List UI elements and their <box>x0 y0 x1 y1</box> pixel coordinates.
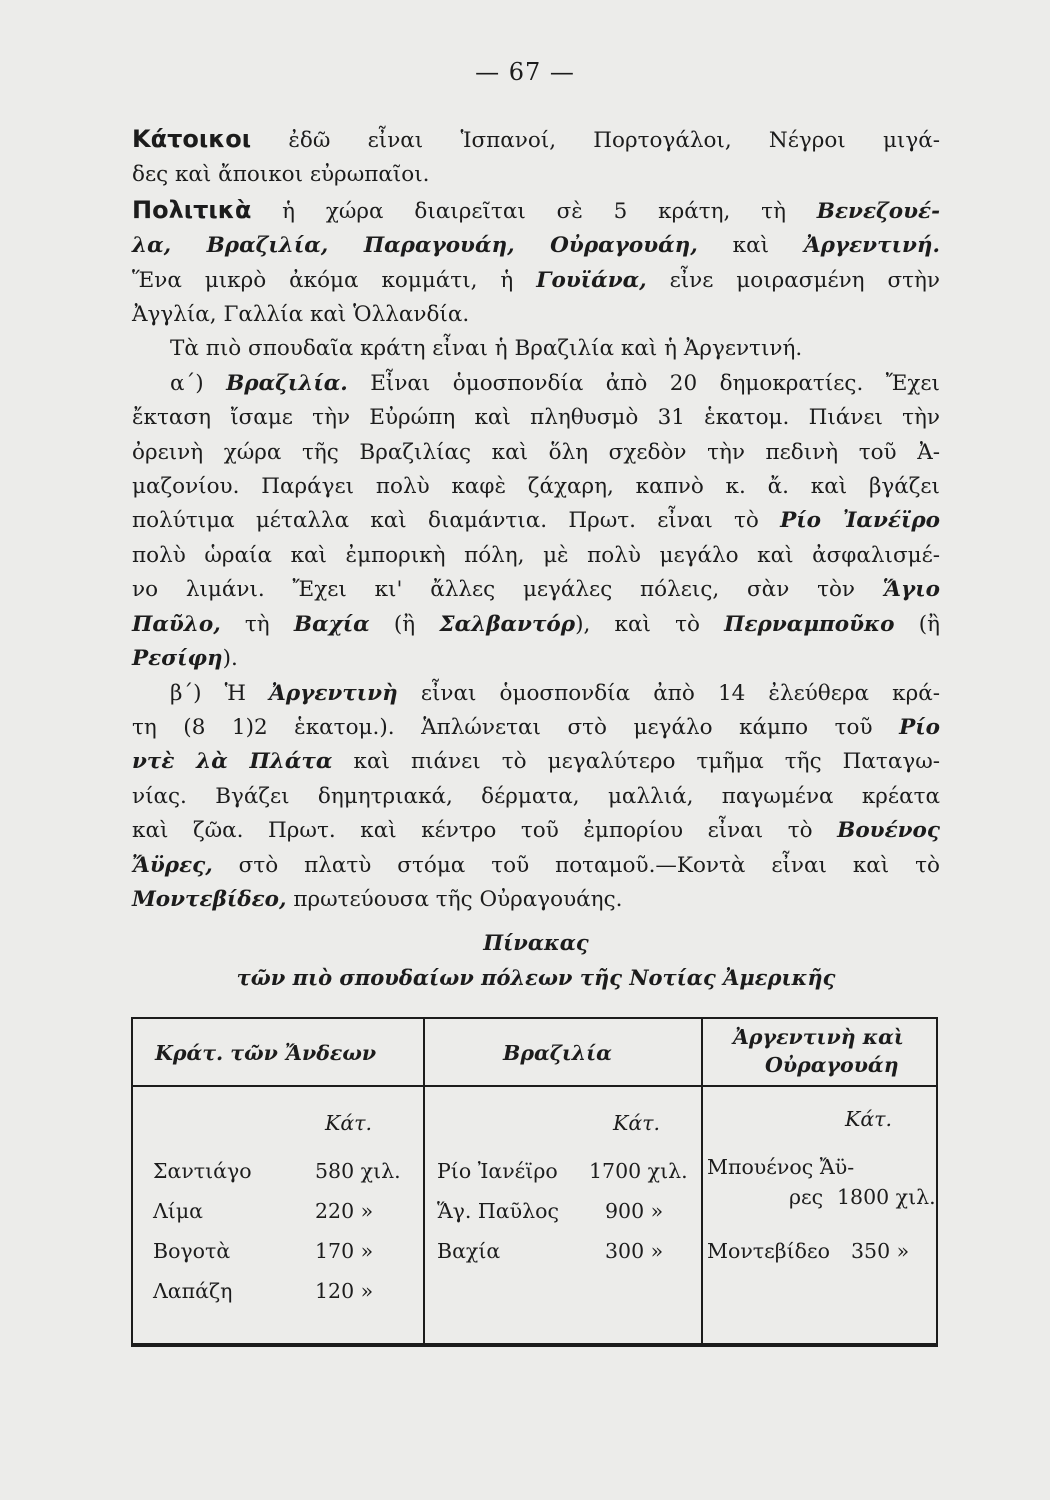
text-line: ἔκταση ἴσαμε τὴν Εὐρώπη καὶ πληθυσμὸ 31 ἑκατομ. Πιάνει τὴν <box>132 405 940 431</box>
text-line: καὶ ζῶα. Πρωτ. καὶ κέντρο τοῦ ἐμπορίου εἶναι τὸ Βουένος <box>132 818 940 844</box>
city-population: 350 » <box>851 1239 910 1263</box>
text-line: Ἄϋρες, στὸ πλατὺ στόμα τοῦ ποταμοῦ.—Κοντὰ εἶναι καὶ τὸ <box>132 852 940 878</box>
page-number: — 67 — <box>475 58 575 86</box>
city-name: Λίμα <box>153 1199 204 1223</box>
text-line: Κάτοικοι ἐδῶ εἶναι Ἱσπανοί, Πορτογάλοι, Νέγροι μιγά- <box>132 125 940 153</box>
city-name: Βαχία <box>437 1239 501 1263</box>
text-line: ὀρεινὴ χώρα τῆς Βραζιλίας καὶ ὅλη σχεδὸν τὴν πεδινὴ τοῦ Ἀ- <box>132 439 940 465</box>
city-name: Ἅγ. Παῦλος <box>437 1199 559 1223</box>
city-population: 120 » <box>315 1279 374 1303</box>
city-name: Μοντεβίδεο <box>707 1239 830 1263</box>
unit-label: Κάτ. <box>325 1111 373 1135</box>
city-population: 220 » <box>315 1199 374 1223</box>
text-line: Τὰ πιὸ σπουδαῖα κράτη εἶναι ἡ Βραζιλία καὶ ἡ Ἀργεντινή. <box>170 336 803 362</box>
unit-label: Κάτ. <box>845 1107 893 1131</box>
city-population: 1800 χιλ. <box>837 1185 936 1209</box>
city-population: 580 χιλ. <box>315 1159 401 1183</box>
text-line: πολὺ ὡραία καὶ ἐμπορικὴ πόλη, μὲ πολὺ μεγάλο καὶ ἀσφαλισμέ- <box>132 542 940 568</box>
text-line: Ἕνα μικρὸ ἀκόμα κομμάτι, ἡ Γουϊάνα, εἶνε μοιρασμένη στὴν <box>132 267 940 293</box>
city-name: Μπουένος Ἄϋ- <box>707 1155 855 1179</box>
text-line: λα, Βραζιλία, Παραγουάη, Οὐραγουάη, καὶ Ἀργεντινή. <box>132 233 941 259</box>
text-line: Παῦλο, τὴ Βαχία (ἢ Σαλβαντόρ), καὶ τὸ Περναμποῦκο (ἢ <box>132 611 940 637</box>
header-brazil: Βραζιλία <box>503 1041 612 1065</box>
city-name: Βογοτὰ <box>153 1239 231 1263</box>
city-name: Λαπάζη <box>153 1279 233 1303</box>
city-population: 1700 χιλ. <box>589 1159 688 1183</box>
text-line: ντὲ λὰ Πλάτα καὶ πιάνει τὸ μεγαλύτερο τμῆμα τῆς Παταγω- <box>132 749 940 775</box>
text-line: α΄) Βραζιλία. Εἶναι ὁμοσπονδία ἀπὸ 20 δημοκρατίες. Ἔχει <box>170 370 940 396</box>
header-andes: Κράτ. τῶν Ἄνδεων <box>155 1041 377 1065</box>
table-subcaption: τῶν πιὸ σπουδαίων πόλεων τῆς Νοτίας Ἀμερικῆς <box>236 965 836 990</box>
lead-word: Κάτοικοι <box>132 125 252 153</box>
unit-label: Κάτ. <box>613 1111 661 1135</box>
city-population: 900 » <box>605 1199 664 1223</box>
header-argentina-line2: Οὐραγουάη <box>765 1053 899 1077</box>
text-line: νο λιμάνι. Ἔχει κι' ἄλλες μεγάλες πόλεις, σὰν τὸν Ἅγιο <box>132 577 940 603</box>
city-population: 300 » <box>605 1239 664 1263</box>
text-line: Πολιτικὰ ἡ χώρα διαιρεῖται σὲ 5 κράτη, τὴ Βενεζουέ- <box>132 195 940 224</box>
column-divider <box>423 1019 425 1343</box>
city-name-continued: ρες <box>789 1185 824 1209</box>
city-name: Σαντιάγο <box>153 1159 252 1183</box>
city-population: 170 » <box>315 1239 374 1263</box>
text-line: τη (8 1)2 ἑκατομ.). Ἁπλώνεται στὸ μεγάλο κάμπο τοῦ Ρίο <box>132 714 940 740</box>
text-line: Ἀγγλία, Γαλλία καὶ Ὁλλανδία. <box>132 302 470 328</box>
text-line: νίας. Βγάζει δημητριακά, δέρματα, μαλλιά, παγωμένα κρέατα <box>132 783 940 809</box>
lead-word: Πολιτικὰ <box>132 195 252 224</box>
body-text <box>132 122 940 917</box>
header-divider <box>133 1085 936 1087</box>
text-line: μαζονίου. Παράγει πολὺ καφὲ ζάχαρη, καπνὸ κ. ἄ. καὶ βγάζει <box>132 474 940 500</box>
city-name: Ρίο Ἰανέϊρο <box>437 1159 558 1183</box>
column-divider <box>701 1019 703 1343</box>
header-argentina-line1: Ἀργεντινὴ καὶ <box>733 1025 904 1049</box>
text-line: Ρεσίφη). <box>132 646 238 672</box>
table-caption: Πίνακας <box>483 930 589 955</box>
text-line: δες καὶ ἄποικοι εὐρωπαῖοι. <box>132 162 430 188</box>
text-line: Μοντεβίδεο, πρωτεύουσα τῆς Οὐραγουάης. <box>132 886 623 912</box>
cities-table <box>131 1017 938 1347</box>
text-line: β΄) Ἡ Ἀργεντινὴ εἶναι ὁμοσπονδία ἀπὸ 14 ἐλεύθερα κρά- <box>170 680 941 706</box>
text-line: πολύτιμα μέταλλα καὶ διαμάντια. Πρωτ. εἶναι τὸ Ρίο Ἰανέϊρο <box>132 508 940 534</box>
